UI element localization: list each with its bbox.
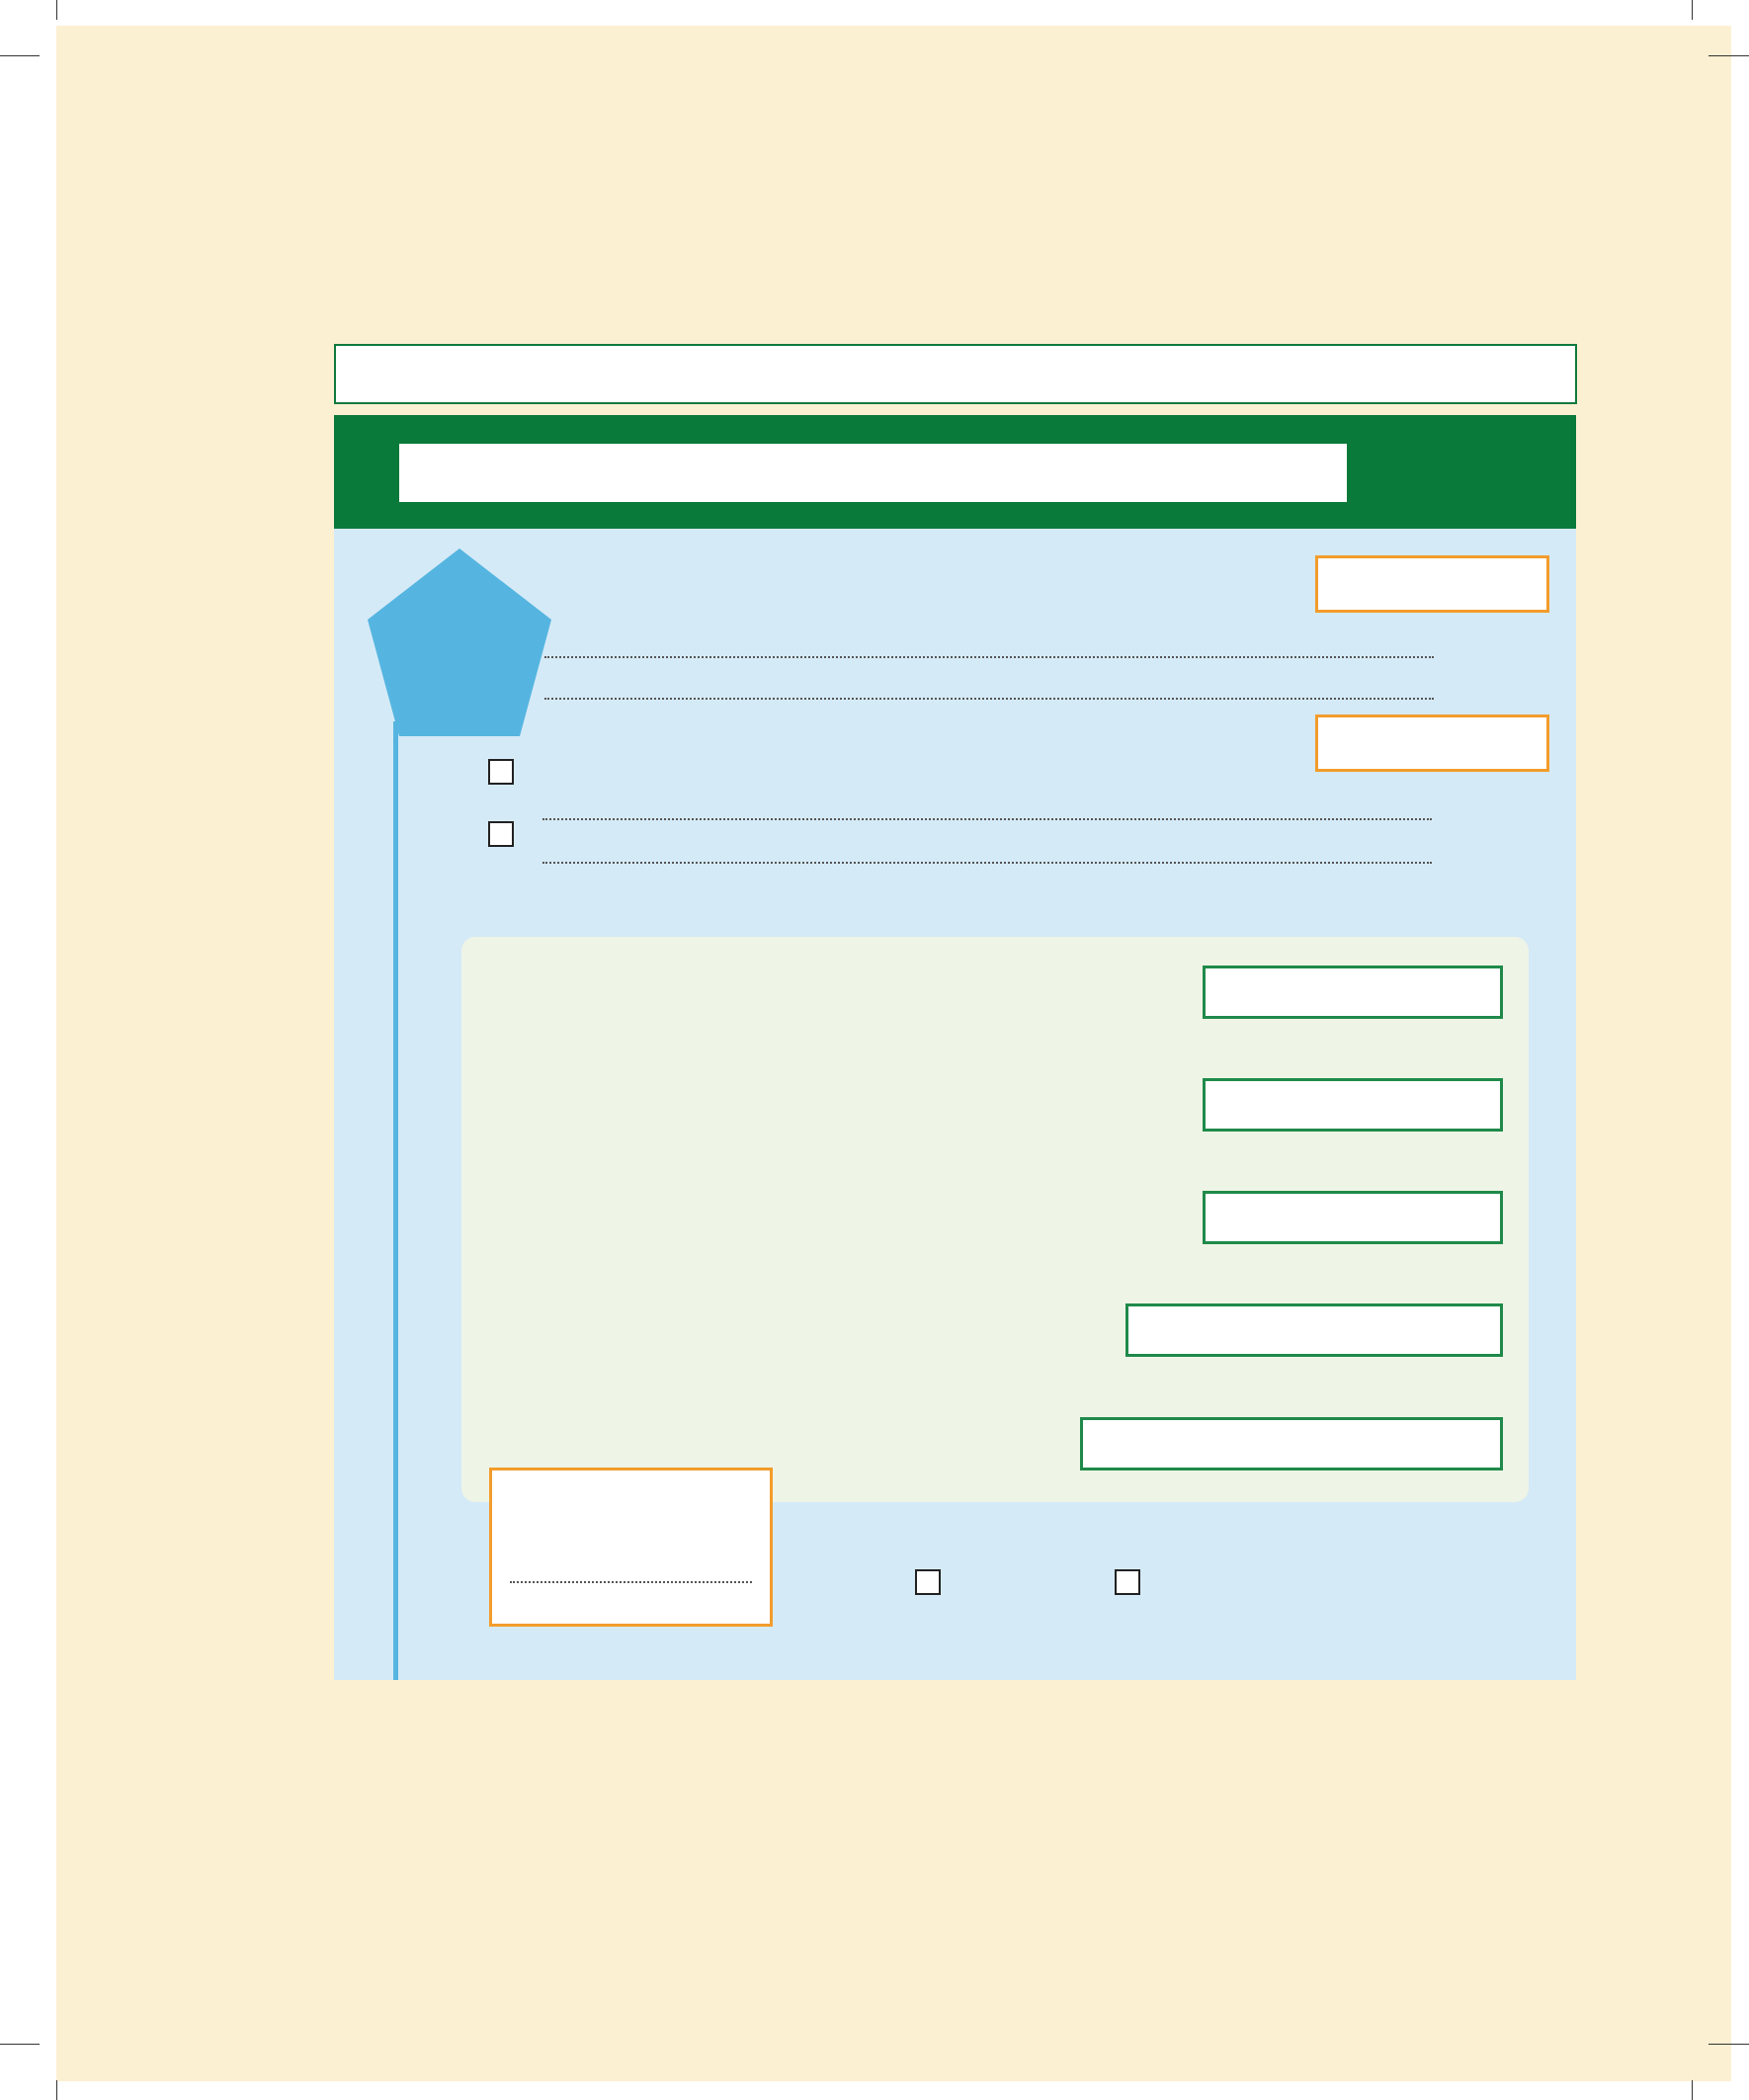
project-description-heading xyxy=(1203,966,1503,1019)
goals-line-2[interactable] xyxy=(542,862,1432,864)
crop-mark xyxy=(56,2080,57,2100)
crop-mark xyxy=(1708,2044,1749,2045)
non-execution-reasons-box xyxy=(489,1468,773,1627)
idea-line-2[interactable] xyxy=(544,698,1434,700)
presentation-methods-heading xyxy=(1125,1303,1503,1357)
crop-mark xyxy=(0,55,40,56)
group-checkbox[interactable] xyxy=(488,821,514,847)
crop-mark xyxy=(1708,55,1749,56)
vertical-divider xyxy=(393,721,398,1680)
reasons-line[interactable] xyxy=(510,1581,752,1583)
crop-mark xyxy=(1692,2080,1693,2100)
execution-stages-heading xyxy=(1203,1191,1503,1244)
ministry-logo xyxy=(95,1818,312,1897)
project-idea-heading xyxy=(1315,555,1549,613)
form-title-bar xyxy=(334,344,1577,404)
crop-mark xyxy=(0,2044,40,2045)
project-name-bar xyxy=(334,415,1576,529)
aesthetic-value-heading xyxy=(1080,1417,1503,1470)
idea-line-1[interactable] xyxy=(544,656,1434,658)
crop-mark xyxy=(56,0,57,20)
project-type-pentagon xyxy=(366,548,553,736)
project-name-input[interactable] xyxy=(399,444,1347,502)
individual-checkbox[interactable] xyxy=(488,759,514,785)
executed-checkbox[interactable] xyxy=(1115,1569,1140,1595)
materials-tools-heading xyxy=(1203,1078,1503,1132)
not-executed-checkbox[interactable] xyxy=(915,1569,941,1595)
goals-line-1[interactable] xyxy=(542,818,1432,820)
crop-mark xyxy=(1692,0,1693,20)
project-goals-heading xyxy=(1315,714,1549,772)
